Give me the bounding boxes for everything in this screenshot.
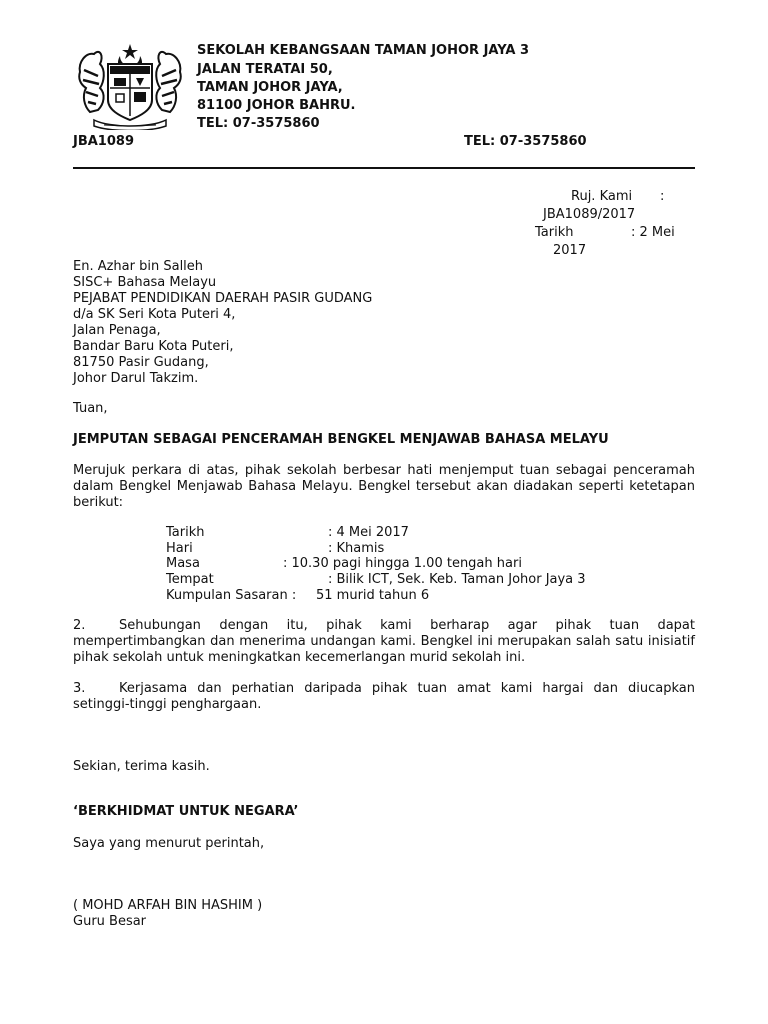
tarikh-value: : 2 Mei bbox=[631, 225, 675, 240]
closing-line: Sekian, terima kasih. bbox=[73, 759, 210, 774]
motto: ‘BERKHIDMAT UNTUK NEGARA’ bbox=[73, 804, 299, 819]
recipient-line: Johor Darul Takzim. bbox=[73, 371, 199, 386]
detail-value: : 10.30 pagi hingga 1.00 tengah hari bbox=[283, 556, 522, 571]
ruj-kami-label: Ruj. Kami bbox=[571, 189, 633, 204]
ruj-kami-value: JBA1089/2017 bbox=[543, 207, 636, 222]
paragraph-3-text: Kerjasama dan perhatian daripada pihak tuan amat kami hargai dan diucapkan setinggi-tinggi penghargaan. bbox=[73, 681, 695, 712]
subject-heading: JEMPUTAN SEBAGAI PENCERAMAH BENGKEL MENJAWAB BAHASA MELAYU bbox=[73, 432, 609, 447]
address-line-3: 81100 JOHOR BAHRU. bbox=[197, 98, 356, 113]
address-line-2: TAMAN JOHOR JAYA, bbox=[197, 80, 343, 95]
tarikh-value-year: 2017 bbox=[553, 243, 587, 258]
detail-label: Tempat bbox=[166, 572, 214, 587]
recipient-block bbox=[73, 259, 372, 387]
detail-label: Tarikh bbox=[166, 525, 205, 540]
detail-row bbox=[166, 541, 384, 557]
detail-value: : 4 Mei 2017 bbox=[328, 525, 409, 540]
paragraph-3-number: 3. bbox=[73, 681, 86, 696]
recipient-line: PEJABAT PENDIDIKAN DAERAH PASIR GUDANG bbox=[73, 291, 373, 306]
detail-row bbox=[166, 572, 586, 588]
signatory-title: Guru Besar bbox=[73, 914, 147, 929]
recipient-line: SISC+ Bahasa Melayu bbox=[73, 275, 217, 290]
detail-label: Kumpulan Sasaran : bbox=[166, 588, 297, 603]
recipient-line: Bandar Baru Kota Puteri, bbox=[73, 339, 234, 354]
detail-value: 51 murid tahun 6 bbox=[316, 588, 430, 603]
recipient-line: 81750 Pasir Gudang, bbox=[73, 355, 209, 370]
detail-label: Hari bbox=[166, 541, 193, 556]
header-divider bbox=[73, 167, 695, 169]
recipient-line: En. Azhar bin Salleh bbox=[73, 259, 204, 274]
address-line-1: JALAN TERATAI 50, bbox=[197, 62, 333, 77]
sign-off: Saya yang menurut perintah, bbox=[73, 836, 265, 851]
school-tel-right: TEL: 07-3575860 bbox=[464, 134, 587, 149]
signatory-name: ( MOHD ARFAH BIN HASHIM ) bbox=[73, 898, 263, 913]
detail-value: : Khamis bbox=[328, 541, 385, 556]
detail-row bbox=[166, 588, 429, 604]
salutation: Tuan, bbox=[73, 401, 108, 416]
school-name: SEKOLAH KEBANGSAAN TAMAN JOHOR JAYA 3 bbox=[197, 43, 530, 58]
paragraph-2 bbox=[73, 618, 695, 666]
recipient-line: d/a SK Seri Kota Puteri 4, bbox=[73, 307, 236, 322]
paragraph-2-number: 2. bbox=[73, 618, 86, 633]
detail-value: : Bilik ICT, Sek. Keb. Taman Johor Jaya 3 bbox=[328, 572, 586, 587]
detail-row bbox=[166, 556, 522, 572]
detail-label: Masa bbox=[166, 556, 200, 571]
tarikh-label: Tarikh bbox=[535, 225, 574, 240]
paragraph-2-text: Sehubungan dengan itu, pihak kami berharap agar pihak tuan dapat mempertimbangkan dan menerima undangan kami. Bengkel ini merupakan salah satu inisiatif pihak sekolah untuk meningkatkan kecemerlangan murid sekolah ini. bbox=[73, 618, 695, 665]
school-tel: TEL: 07-3575860 bbox=[197, 116, 320, 131]
paragraph-3 bbox=[73, 681, 695, 713]
school-code: JBA1089 bbox=[73, 134, 134, 149]
recipient-line: Jalan Penaga, bbox=[73, 323, 161, 338]
detail-row bbox=[166, 525, 409, 541]
paragraph-1: Merujuk perkara di atas, pihak sekolah berbesar hati menjemput tuan sebagai penceramah dalam Bengkel Menjawab Bahasa Melayu. Bengkel tersebut akan diadakan seperti ketetapan berikut: bbox=[73, 463, 695, 510]
coat-of-arms-icon bbox=[74, 42, 186, 130]
ruj-kami-colon: : bbox=[660, 189, 665, 204]
